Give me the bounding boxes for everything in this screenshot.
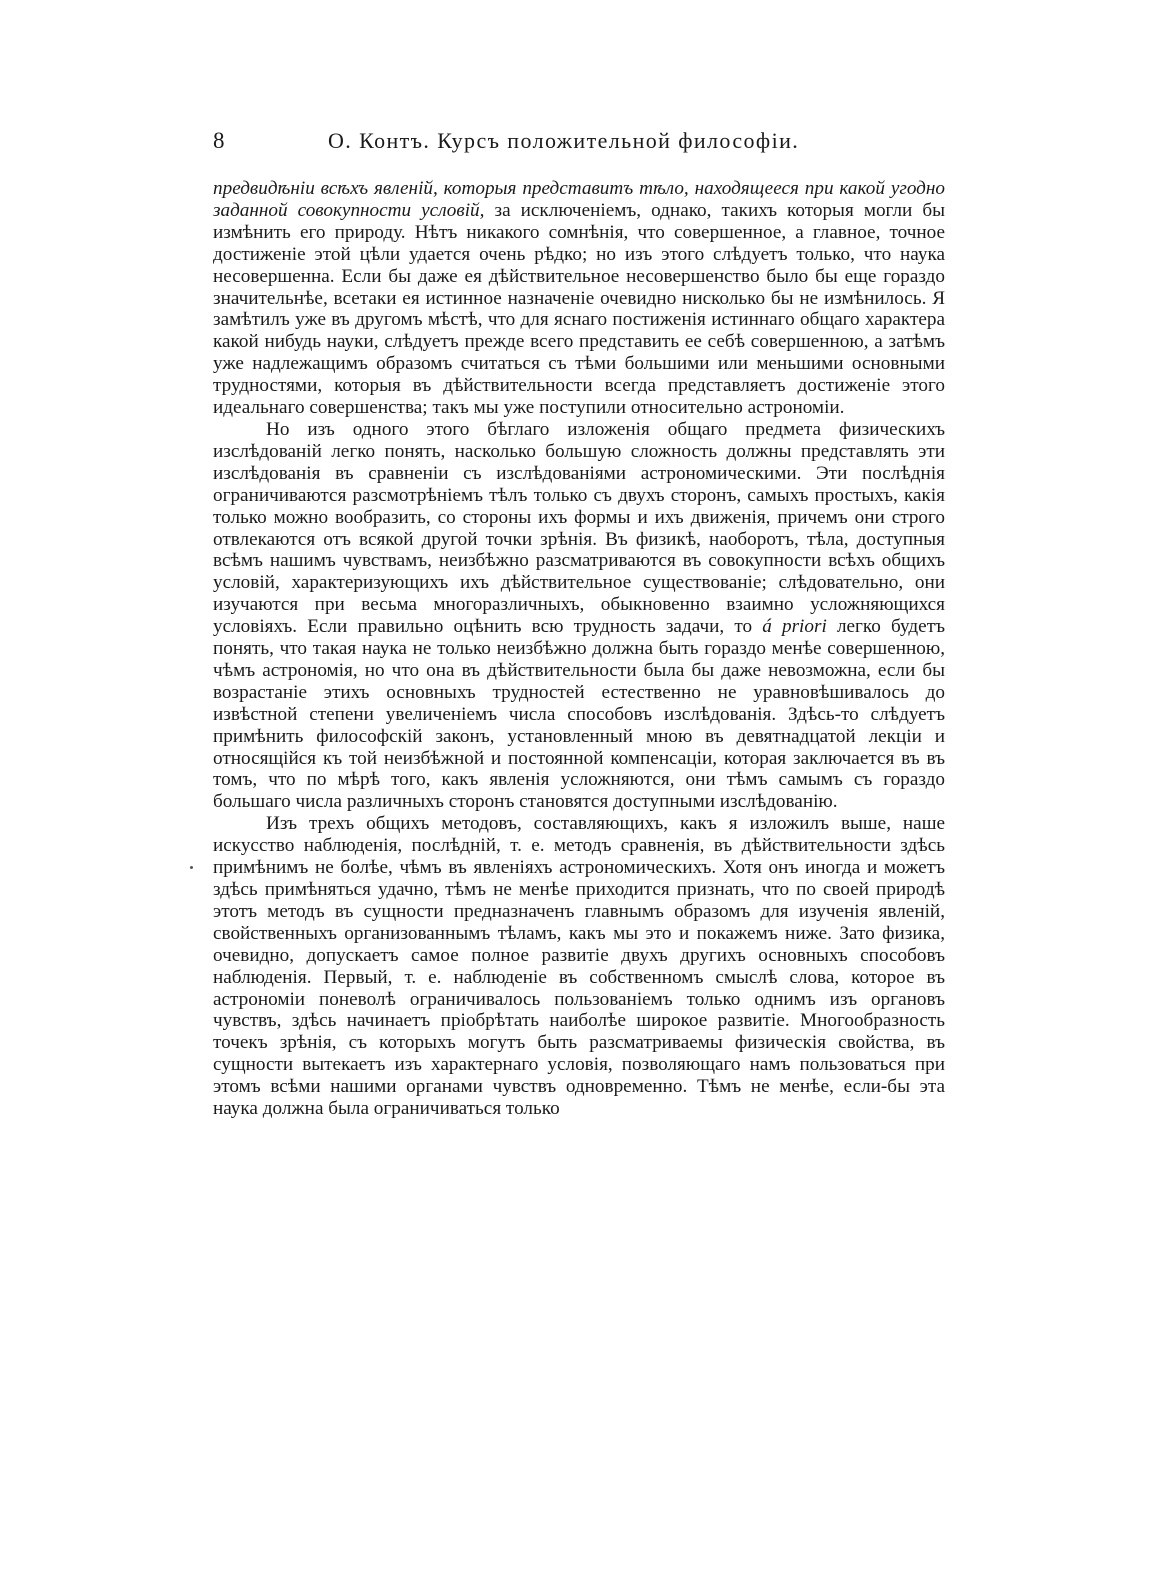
paragraph-1 <box>213 178 945 419</box>
page-number: 8 <box>213 128 225 153</box>
paragraph-2 <box>213 419 945 813</box>
paragraph-3-text: Изъ трехъ общихъ методовъ, составляющихъ, какъ я изложилъ выше, наше искусство наблюденія, послѣдній, т. е. методъ сравненія, въ дѣйствительности здѣсь примѣнимъ не болѣе, чѣмъ въ явленіяхъ астрономическихъ. Хотя онъ иногда и можетъ здѣсь примѣняться удачно, тѣмъ не менѣе приходится признать, что по своей природѣ этотъ методъ въ сущности предназначенъ главнымъ образомъ для изученія явленій, свойственныхъ организованнымъ тѣламъ, какъ мы это и покажемъ ниже. Зато физика, очевидно, допускаетъ самое полное развитіе двухъ другихъ основныхъ способовъ наблюденія. Первый, т. е. наблюденіе въ собственномъ смыслѣ слова, которое въ астрономіи поневолѣ ограничивалось пользованіемъ только однимъ изъ органовъ чувствъ, здѣсь начинаетъ пріобрѣтать наиболѣе широкое развитіе. Многообразность точекъ зрѣнія, съ которыхъ могутъ быть разсматриваемы физическія свойства, въ сущности вытекаетъ изъ характернаго условія, позволяющаго намъ пользоваться при этомъ всѣми нашими органами чувствъ одновременно. Тѣмъ не менѣе, если-бы эта наука должна была ограничиваться только <box>213 813 945 1120</box>
running-title: О. Контъ. Курсъ положительной философіи. <box>328 128 800 153</box>
page-header <box>213 128 945 164</box>
paragraph-2-text-before: Но изъ одного этого бѣглаго изложенія общаго предмета физическихъ изслѣдованій легко понять, насколько большую сложность должны представлять эти изслѣдованія въ сравненіи съ изслѣдованіями астрономическими. Эти послѣднія ограничиваются разсмотрѣніемъ тѣлъ только съ двухъ сторонъ, самыхъ простыхъ, какія только можно вообразить, со стороны ихъ формы и ихъ движенія, причемъ они строго отвлекаются отъ всякой другой точки зрѣнія. Въ физикѣ, наоборотъ, тѣла, доступныя всѣмъ нашимъ чувствамъ, неизбѣжно разсматриваются въ совокупности всѣхъ общихъ условій, характеризующихъ ихъ дѣйствительное существованіе; слѣдовательно, они изучаются при весьма многоразличныхъ, обыкновенно взаимно усложняющихся условіяхъ. Если правильно оцѣнить всю трудность задачи, то <box>213 418 945 638</box>
italic-a-priori: á priori <box>762 616 827 638</box>
italic-lead: предвидѣніи всѣхъ явленій, которыя представитъ тѣло, находящееся при какой угодно заданной совокупности условій, <box>213 178 945 221</box>
body-text <box>213 178 945 1120</box>
paragraph-2-text-after: легко будетъ понять, что такая наука не только неизбѣжно должна быть гораздо менѣе совершенною, чѣмъ астрономія, но что она въ дѣйствительности была бы даже невозможна, если бы возрастаніе этихъ основныхъ трудностей естественно не уравновѣшивалось до извѣстной степени увеличеніемъ числа способовъ изслѣдованія. Здѣсь-то слѣдуетъ примѣнить философскій законъ, установленный мною въ девятнадцатой лекціи и относящійся къ той неизбѣжной и постоянной компенсаціи, которая заключается въ въ томъ, что по мѣрѣ того, какъ явленія усложняются, они тѣмъ самымъ съ гораздо большаго числа различныхъ сторонъ становятся доступными изслѣдованію. <box>213 616 946 813</box>
paragraph-3 <box>213 813 945 1120</box>
margin-dot <box>190 866 193 869</box>
paragraph-1-text: за исключеніемъ, однако, такихъ которыя могли бы измѣнить его природу. Нѣтъ никакого сомнѣнія, что совершенное, а главное, точное достиженіе этой цѣли удается очень рѣдко; но изъ этого слѣдуетъ только, что наука несовершенна. Если бы даже ея дѣйствительное несовершенство было бы еще гораздо значительнѣе, всетаки ея истинное назначеніе очевидно нисколько бы не измѣнилось. Я замѣтилъ уже въ другомъ мѣстѣ, что для яснаго постиженія истиннаго общаго характера какой нибудь науки, слѣдуетъ прежде всего представить ее себѣ совершенною, а затѣмъ уже надлежащимъ образомъ считаться съ тѣми большими или меньшими основными трудностями, которыя въ дѣйствительности всегда представляетъ достиженіе этого идеальнаго совершенства; такъ мы уже поступили относительно астрономіи. <box>213 199 945 419</box>
